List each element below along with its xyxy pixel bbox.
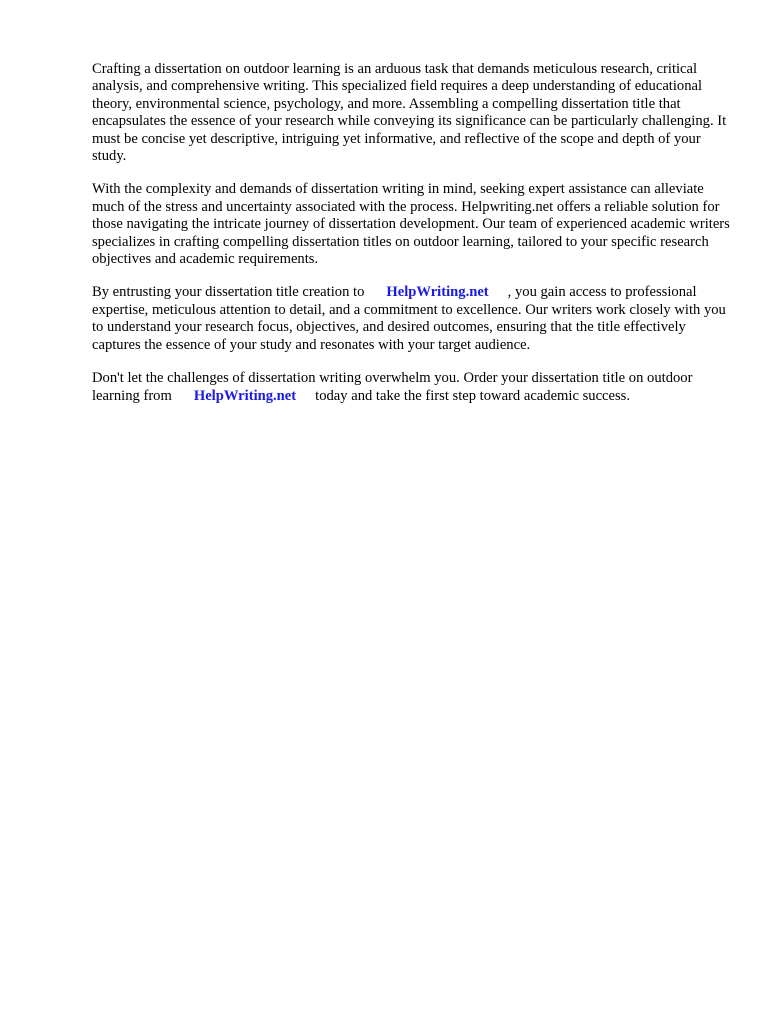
paragraph-entrusting-text-before: By entrusting your dissertation title creation to bbox=[92, 284, 365, 301]
paragraph-entrusting bbox=[92, 284, 732, 354]
paragraph-call-to-action bbox=[92, 370, 732, 405]
paragraph-intro: Crafting a dissertation on outdoor learning is an arduous task that demands meticulous research, critical analysis, and comprehensive writing. This specialized field requires a deep understanding of educational theory, environmental science, psychology, and more. Assembling a compelling dissertation title that encapsulates the essence of your research while conveying its significance can be particularly challenging. It must be concise yet descriptive, intriguing yet informative, and reflective of the scope and depth of your study. bbox=[92, 61, 727, 165]
paragraph-cta-text-before: Don't let the challenges of dissertation writing overwhelm you. Order your dissertation title on outdoor learning from bbox=[92, 370, 693, 404]
paragraph-entrusting-text-after: , you gain access to professional expertise, meticulous attention to detail, and a commitment to excellence. Our writers work closely with you to understand your research focus, objectives, and desired outcomes, ensuring that the title effectively captures the essence of your study and resonates with your target audience. bbox=[92, 284, 726, 353]
paragraph-assistance: With the complexity and demands of dissertation writing in mind, seeking expert assistance can alleviate much of the stress and uncertainty associated with the process. Helpwriting.net offers a reliable solution for those navigating the intricate journey of dissertation development. Our team of experienced academic writers specializes in crafting compelling dissertation titles on outdoor learning, tailored to your specific research objectives and academic requirements. bbox=[92, 181, 730, 268]
paragraph-cta-text-after: today and take the first step toward academic success. bbox=[315, 387, 631, 404]
helpwriting-link-cta[interactable]: HelpWriting.net bbox=[193, 387, 297, 404]
document-page bbox=[92, 61, 732, 421]
helpwriting-link[interactable]: HelpWriting.net bbox=[386, 284, 489, 301]
